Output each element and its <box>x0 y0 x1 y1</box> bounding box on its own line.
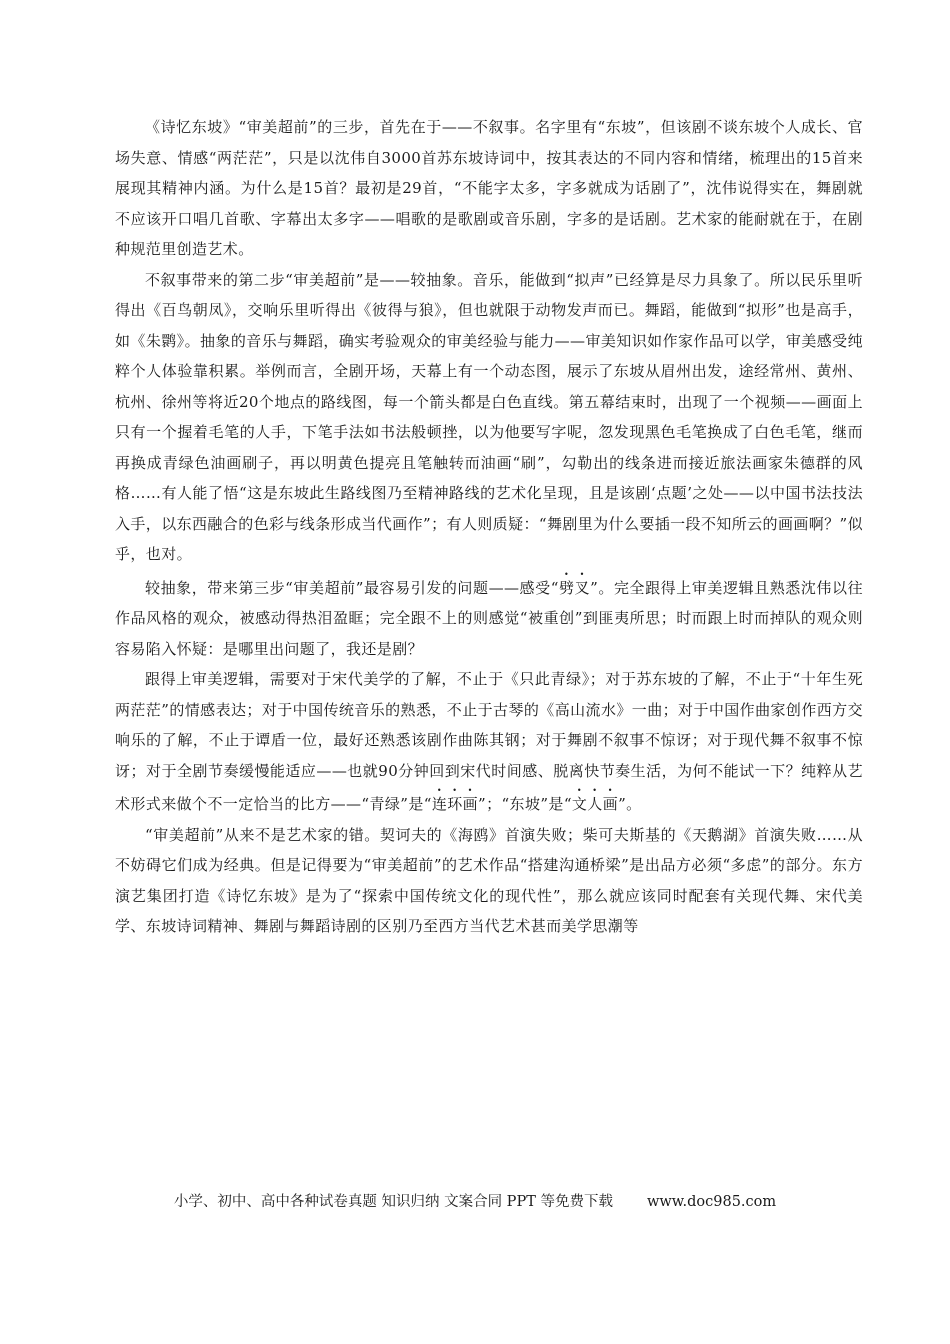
paragraph-text: 《诗忆东坡》“审美超前”的三步，首先在于——不叙事。名字里有“东坡”，但该剧不谈东坡个人成长、官场失意、情感“两茫茫”，只是以沈伟自3000首苏东坡诗词中，按其表达的不同内容和情绪，梳理出的15首来展现其精神内涵。为什么是15首？最初是29首，“不能字太多，字多就成为话剧了”，沈伟说得实在，舞剧就不应该开口唱几首歌、字幕出太多字——唱歌的是歌剧或音乐剧，字多的是话剧。艺术家的能耐就在于，在剧种规范里创造艺术。 <box>115 118 863 258</box>
article-paragraph <box>115 570 863 665</box>
article-paragraph <box>115 664 863 820</box>
paragraph-text: 不叙事带来的第二步“审美超前”是——较抽象。音乐，能做到“拟声”已经算是尽力具象了。所以民乐里听得出《百鸟朝凤》，交响乐里听得出《彼得与狼》，但也就限于动物发声而已。舞蹈，能做到“拟形”也是高手，如《朱鹮》。抽象的音乐与舞蹈，确实考验观众的审美经验与能力——审美知识如作家作品可以学，审美感受纯粹个人体验靠积累。举例而言，全剧开场，天幕上有一个动态图，展示了东坡从眉州出发，途经常州、黄州、杭州、徐州等将近20个地点的路线图，每一个箭头都是白色直线。第五幕结束时，出现了一个视频——画面上只有一个握着毛笔的人手，下笔手法如书法般顿挫，以为他要写字呢，忽发现黑色毛笔换成了白色毛笔，继而再换成青绿色油画刷子，再以明黄色提亮且笔触转而油画“刷”，勾勒出的线条进而接近旅法画家朱德群的风格……有人能了悟“这是东坡此生路线图乃至精神路线的艺术化呈现，且是该剧‘点题’之处——以中国书法技法入手，以东西融合的色彩与线条形成当代画作”；有人则质疑：“舞剧里为什么要插一段不知所云的画画啊？”似乎，也对。 <box>115 270 864 563</box>
article-body <box>115 112 863 942</box>
article-paragraph <box>115 265 863 570</box>
emphasized-term: 连环画 <box>431 795 479 813</box>
paragraph-text: 跟得上审美逻辑，需要对于宋代美学的了解，不止于《只此青绿》；对于苏东坡的了解，不止于“十年生死两茫茫”的情感表达；对于中国传统音乐的熟悉，不止于古琴的《高山流水》一曲；对于中国作曲家创作西方交响乐的了解，不止于谭盾一位，最好还熟悉该剧作曲陈其钢；对于舞剧不叙事不惊讶；对于现代舞不叙事不惊讶；对于全剧节奏缓慢能适应——也就90分钟回到宋代时间感、脱离快节奏生活，为何不能试一下？纯粹从艺术形式来做个不一定恰当的比方——“青绿”是“ <box>115 670 863 813</box>
emphasized-term: 文人画 <box>571 795 619 813</box>
article-paragraph <box>115 820 863 942</box>
footer-promo-text: 小学、初中、高中各种试卷真题 知识归纳 文案合同 PPT 等免费下载 <box>173 1194 613 1210</box>
article-paragraph <box>115 112 863 265</box>
paragraph-text: ”；“东坡”是“ <box>478 795 572 813</box>
paragraph-text: 较抽象，带来第三步“审美超前”最容易引发的问题——感受“ <box>145 578 559 597</box>
emphasized-term: 劈叉 <box>558 578 591 597</box>
paragraph-text: ”。 <box>618 795 642 813</box>
page-footer <box>0 1190 950 1211</box>
paragraph-text: ”。完全跟得上审美逻辑且熟悉沈伟以往作品风格的观众，被感动得热泪盈眶；完全跟不上的则感觉“被重创”到匪夷所思；时而跟上时而掉队的观众则容易陷入怀疑：是哪里出问题了，我还是剧？ <box>115 578 863 658</box>
footer-site-link[interactable]: www.doc985.com <box>646 1194 777 1210</box>
paragraph-text: “审美超前”从来不是艺术家的错。契诃夫的《海鸥》首演失败；柴可夫斯基的《天鹅湖》首演失败……从不妨碍它们成为经典。但是记得要为“审美超前”的艺术作品“搭建沟通桥梁”是出品方必须“多虑”的部分。东方演艺集团打造《诗忆东坡》是为了“探索中国传统文化的现代性”，那么就应该同时配套有关现代舞、宋代美学、东坡诗词精神、舞剧与舞蹈诗剧的区别乃至西方当代艺术甚而美学思潮等 <box>115 825 863 935</box>
